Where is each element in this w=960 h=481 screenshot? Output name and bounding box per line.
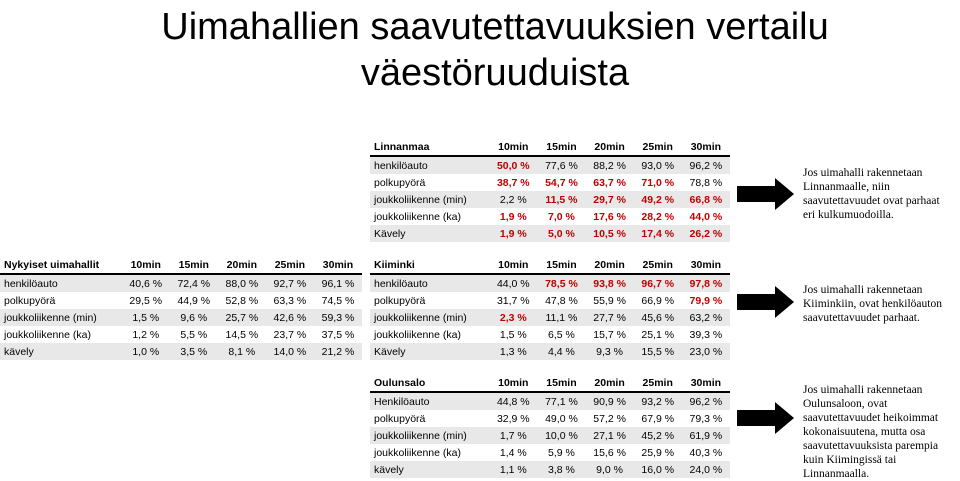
table-cell: 71,0 % bbox=[641, 176, 675, 189]
table-cell: 1,0 % bbox=[132, 345, 160, 358]
table-row bbox=[370, 444, 730, 461]
table-title: Kiiminki bbox=[370, 256, 489, 274]
column-header: 20min bbox=[218, 256, 266, 274]
table-row bbox=[370, 461, 730, 478]
row-label: joukkoliikenne (ka) bbox=[4, 328, 91, 341]
note-line: kokonaisuutena, mutta osa bbox=[803, 426, 926, 438]
table-cell: 15,7 % bbox=[593, 328, 626, 341]
table-cell: 78,8 % bbox=[689, 176, 723, 189]
table-cell: 40,3 % bbox=[689, 446, 723, 459]
table-header-row bbox=[370, 138, 730, 156]
table-cell: 1,3 % bbox=[499, 345, 527, 358]
table-cell: 57,2 % bbox=[593, 412, 626, 425]
column-header: 15min bbox=[537, 256, 585, 274]
table-cell: 79,3 % bbox=[689, 412, 723, 425]
column-header: 20min bbox=[586, 256, 634, 274]
title-line-2: väestöruuduista bbox=[360, 52, 630, 94]
table-header-row bbox=[0, 256, 362, 274]
table-cell: 31,7 % bbox=[496, 294, 530, 307]
column-header: 25min bbox=[634, 374, 682, 392]
column-header: 30min bbox=[314, 256, 362, 274]
table-row bbox=[370, 274, 730, 292]
table-cell: 23,0 % bbox=[689, 345, 723, 358]
table-cell: 38,7 % bbox=[496, 176, 530, 189]
row-label: Kävely bbox=[374, 227, 406, 240]
row-label: kävely bbox=[4, 345, 34, 358]
table-cell: 44,9 % bbox=[177, 294, 211, 307]
table-row bbox=[0, 292, 362, 309]
column-header: 25min bbox=[266, 256, 314, 274]
page-title bbox=[0, 4, 960, 96]
arrow-right-icon bbox=[737, 285, 795, 319]
column-header: 30min bbox=[682, 138, 730, 156]
row-label: kävely bbox=[374, 463, 404, 476]
table-header-row bbox=[370, 256, 730, 274]
table-linnanmaa bbox=[370, 138, 730, 242]
table-row bbox=[370, 309, 730, 326]
table-cell: 88,0 % bbox=[225, 277, 259, 290]
table-row bbox=[370, 392, 730, 410]
note-line: saavutettavuudet heikoimmat bbox=[803, 412, 939, 424]
arrow-right-icon bbox=[737, 401, 795, 435]
table-row bbox=[370, 427, 730, 444]
table-cell: 10,0 % bbox=[545, 429, 578, 442]
note-line: Linnanmaalle, niin bbox=[803, 181, 890, 193]
table-cell: 49,0 % bbox=[545, 412, 578, 425]
title-line-1: Uimahallien saavutettavuuksien vertailu bbox=[161, 6, 829, 48]
table-cell: 26,2 % bbox=[689, 227, 723, 240]
table-cell: 97,8 % bbox=[689, 277, 723, 290]
table-cell: 52,8 % bbox=[225, 294, 259, 307]
column-header: 30min bbox=[682, 374, 730, 392]
table-cell: 29,5 % bbox=[129, 294, 163, 307]
column-header: 25min bbox=[634, 138, 682, 156]
table-cell: 23,7 % bbox=[273, 328, 307, 341]
table-cell: 32,9 % bbox=[496, 412, 530, 425]
note-line: Jos uimahalli rakennetaan bbox=[803, 284, 923, 296]
table-cell: 50,0 % bbox=[496, 159, 530, 172]
row-label: henkilöauto bbox=[374, 159, 428, 172]
table-row bbox=[370, 343, 730, 360]
table-cell: 17,4 % bbox=[641, 227, 675, 240]
table-cell: 42,6 % bbox=[273, 311, 307, 324]
table-cell: 79,9 % bbox=[689, 294, 723, 307]
row-label: polkupyörä bbox=[374, 176, 426, 189]
note-kiiminki bbox=[803, 283, 960, 325]
table-cell: 25,7 % bbox=[225, 311, 259, 324]
note-line: kuin Kiimingissä tai bbox=[803, 454, 897, 466]
table-oulunsalo bbox=[370, 374, 730, 478]
note-line: Oulunsaloon, ovat bbox=[803, 398, 888, 410]
table-cell: 9,3 % bbox=[596, 345, 624, 358]
table-cell: 1,2 % bbox=[132, 328, 160, 341]
table-cell: 24,0 % bbox=[689, 463, 723, 476]
table-cell: 63,7 % bbox=[593, 176, 626, 189]
table-cell: 25,9 % bbox=[641, 446, 675, 459]
row-label: joukkoliikenne (ka) bbox=[374, 446, 461, 459]
table-row bbox=[370, 208, 730, 225]
row-label: joukkoliikenne (min) bbox=[374, 193, 467, 206]
row-label: henkilöauto bbox=[4, 277, 58, 290]
table-cell: 54,7 % bbox=[545, 176, 578, 189]
table-cell: 77,1 % bbox=[545, 395, 578, 408]
table-cell: 63,3 % bbox=[273, 294, 307, 307]
table-cell: 1,7 % bbox=[499, 429, 527, 442]
note-oulunsalo bbox=[803, 383, 960, 481]
table-cell: 9,0 % bbox=[596, 463, 624, 476]
row-label: polkupyörä bbox=[374, 412, 426, 425]
arrow-right-icon bbox=[737, 177, 795, 211]
row-label: joukkoliikenne (min) bbox=[374, 311, 467, 324]
table-cell: 37,5 % bbox=[321, 328, 355, 341]
table-cell: 49,2 % bbox=[641, 193, 675, 206]
table-row bbox=[0, 326, 362, 343]
table-cell: 8,1 % bbox=[228, 345, 256, 358]
column-header: 30min bbox=[682, 256, 730, 274]
column-header: 10min bbox=[489, 138, 537, 156]
table-cell: 90,9 % bbox=[593, 395, 626, 408]
table-cell: 6,5 % bbox=[548, 328, 575, 341]
note-line: eri kulkumuodoilla. bbox=[803, 209, 894, 221]
table-cell: 66,8 % bbox=[689, 193, 723, 206]
row-label: polkupyörä bbox=[374, 294, 426, 307]
table-cell: 14,5 % bbox=[225, 328, 259, 341]
column-header: 20min bbox=[586, 374, 634, 392]
table-cell: 9,6 % bbox=[180, 311, 208, 324]
table-row bbox=[370, 174, 730, 191]
table-cell: 44,0 % bbox=[496, 277, 530, 290]
table-cell: 74,5 % bbox=[321, 294, 355, 307]
table-cell: 5,9 % bbox=[548, 446, 575, 459]
table-cell: 93,0 % bbox=[641, 159, 675, 172]
table-cell: 45,2 % bbox=[641, 429, 675, 442]
table-cell: 93,2 % bbox=[641, 395, 675, 408]
table-cell: 96,7 % bbox=[641, 277, 675, 290]
note-line: Jos uimahalli rakennetaan bbox=[803, 167, 923, 179]
column-header: 10min bbox=[489, 256, 537, 274]
table-cell: 7,0 % bbox=[548, 210, 575, 223]
table-cell: 61,9 % bbox=[689, 429, 723, 442]
table-cell: 96,2 % bbox=[689, 159, 723, 172]
table-cell: 59,3 % bbox=[321, 311, 355, 324]
table-cell: 4,4 % bbox=[548, 345, 575, 358]
table-cell: 78,5 % bbox=[545, 277, 578, 290]
table-cell: 16,0 % bbox=[641, 463, 675, 476]
column-header: 20min bbox=[586, 138, 634, 156]
table-cell: 1,9 % bbox=[499, 210, 527, 223]
table-cell: 96,2 % bbox=[689, 395, 723, 408]
table-header-row bbox=[370, 374, 730, 392]
table-cell: 2,2 % bbox=[499, 193, 527, 206]
table-cell: 1,5 % bbox=[132, 311, 160, 324]
table-cell: 93,8 % bbox=[593, 277, 626, 290]
table-cell: 3,5 % bbox=[180, 345, 208, 358]
table-nykyiset-uimahallit bbox=[0, 256, 362, 360]
table-cell: 11,1 % bbox=[545, 311, 578, 324]
row-label: joukkoliikenne (min) bbox=[374, 429, 467, 442]
table-title: Linnanmaa bbox=[370, 138, 489, 156]
table-cell: 25,1 % bbox=[641, 328, 675, 341]
table-row bbox=[370, 156, 730, 174]
table-cell: 67,9 % bbox=[641, 412, 675, 425]
table-row bbox=[0, 309, 362, 326]
table-cell: 3,8 % bbox=[548, 463, 575, 476]
column-header: 15min bbox=[537, 374, 585, 392]
table-cell: 5,5 % bbox=[180, 328, 208, 341]
note-line: saavutettavuuksista parempia bbox=[803, 440, 939, 452]
row-label: henkilöauto bbox=[374, 277, 428, 290]
table-cell: 45,6 % bbox=[641, 311, 675, 324]
table-cell: 72,4 % bbox=[177, 277, 211, 290]
table-cell: 11,5 % bbox=[545, 193, 578, 206]
table-cell: 17,6 % bbox=[593, 210, 626, 223]
table-cell: 15,6 % bbox=[593, 446, 626, 459]
table-cell: 66,9 % bbox=[641, 294, 675, 307]
table-cell: 92,7 % bbox=[273, 277, 307, 290]
row-label: polkupyörä bbox=[4, 294, 56, 307]
table-cell: 96,1 % bbox=[321, 277, 355, 290]
table-cell: 1,1 % bbox=[499, 463, 527, 476]
row-label: joukkoliikenne (ka) bbox=[374, 328, 461, 341]
table-row bbox=[370, 292, 730, 309]
table-row bbox=[370, 326, 730, 343]
table-cell: 10,5 % bbox=[593, 227, 626, 240]
row-label: Henkilöauto bbox=[374, 395, 430, 408]
table-cell: 63,2 % bbox=[689, 311, 723, 324]
note-line: Linnanmaalla. bbox=[803, 468, 870, 480]
table-title: Nykyiset uimahallit bbox=[0, 256, 122, 274]
table-row bbox=[370, 410, 730, 427]
table-cell: 1,5 % bbox=[499, 328, 527, 341]
table-cell: 40,6 % bbox=[129, 277, 163, 290]
table-cell: 14,0 % bbox=[273, 345, 307, 358]
table-cell: 55,9 % bbox=[593, 294, 626, 307]
note-linnanmaa bbox=[803, 166, 960, 222]
table-cell: 39,3 % bbox=[689, 328, 723, 341]
row-label: joukkoliikenne (min) bbox=[4, 311, 97, 324]
table-kiiminki bbox=[370, 256, 730, 360]
table-title: Oulunsalo bbox=[370, 374, 489, 392]
table-cell: 44,8 % bbox=[496, 395, 530, 408]
table-cell: 1,4 % bbox=[499, 446, 527, 459]
table-cell: 44,0 % bbox=[689, 210, 723, 223]
table-cell: 2,3 % bbox=[499, 311, 527, 324]
column-header: 10min bbox=[122, 256, 170, 274]
table-cell: 27,1 % bbox=[593, 429, 626, 442]
table-cell: 28,2 % bbox=[641, 210, 675, 223]
table-row bbox=[0, 343, 362, 360]
note-line: saavutettavuudet ovat parhaat bbox=[803, 195, 940, 207]
table-cell: 5,0 % bbox=[548, 227, 575, 240]
table-cell: 15,5 % bbox=[641, 345, 675, 358]
row-label: Kävely bbox=[374, 345, 406, 358]
table-cell: 1,9 % bbox=[499, 227, 527, 240]
table-cell: 77,6 % bbox=[545, 159, 578, 172]
row-label: joukkoliikenne (ka) bbox=[374, 210, 461, 223]
column-header: 15min bbox=[170, 256, 218, 274]
table-row bbox=[370, 191, 730, 208]
table-cell: 21,2 % bbox=[321, 345, 355, 358]
table-row bbox=[370, 225, 730, 242]
table-row bbox=[0, 274, 362, 292]
table-cell: 88,2 % bbox=[593, 159, 626, 172]
column-header: 15min bbox=[537, 138, 585, 156]
column-header: 10min bbox=[489, 374, 537, 392]
note-line: Kiiminkiin, ovat henkilöauton bbox=[803, 298, 942, 310]
table-cell: 29,7 % bbox=[593, 193, 626, 206]
table-cell: 27,7 % bbox=[593, 311, 626, 324]
note-line: Jos uimahalli rakennetaan bbox=[803, 384, 923, 396]
note-line: saavutettavuudet parhaat. bbox=[803, 312, 920, 324]
table-cell: 47,8 % bbox=[545, 294, 578, 307]
column-header: 25min bbox=[634, 256, 682, 274]
